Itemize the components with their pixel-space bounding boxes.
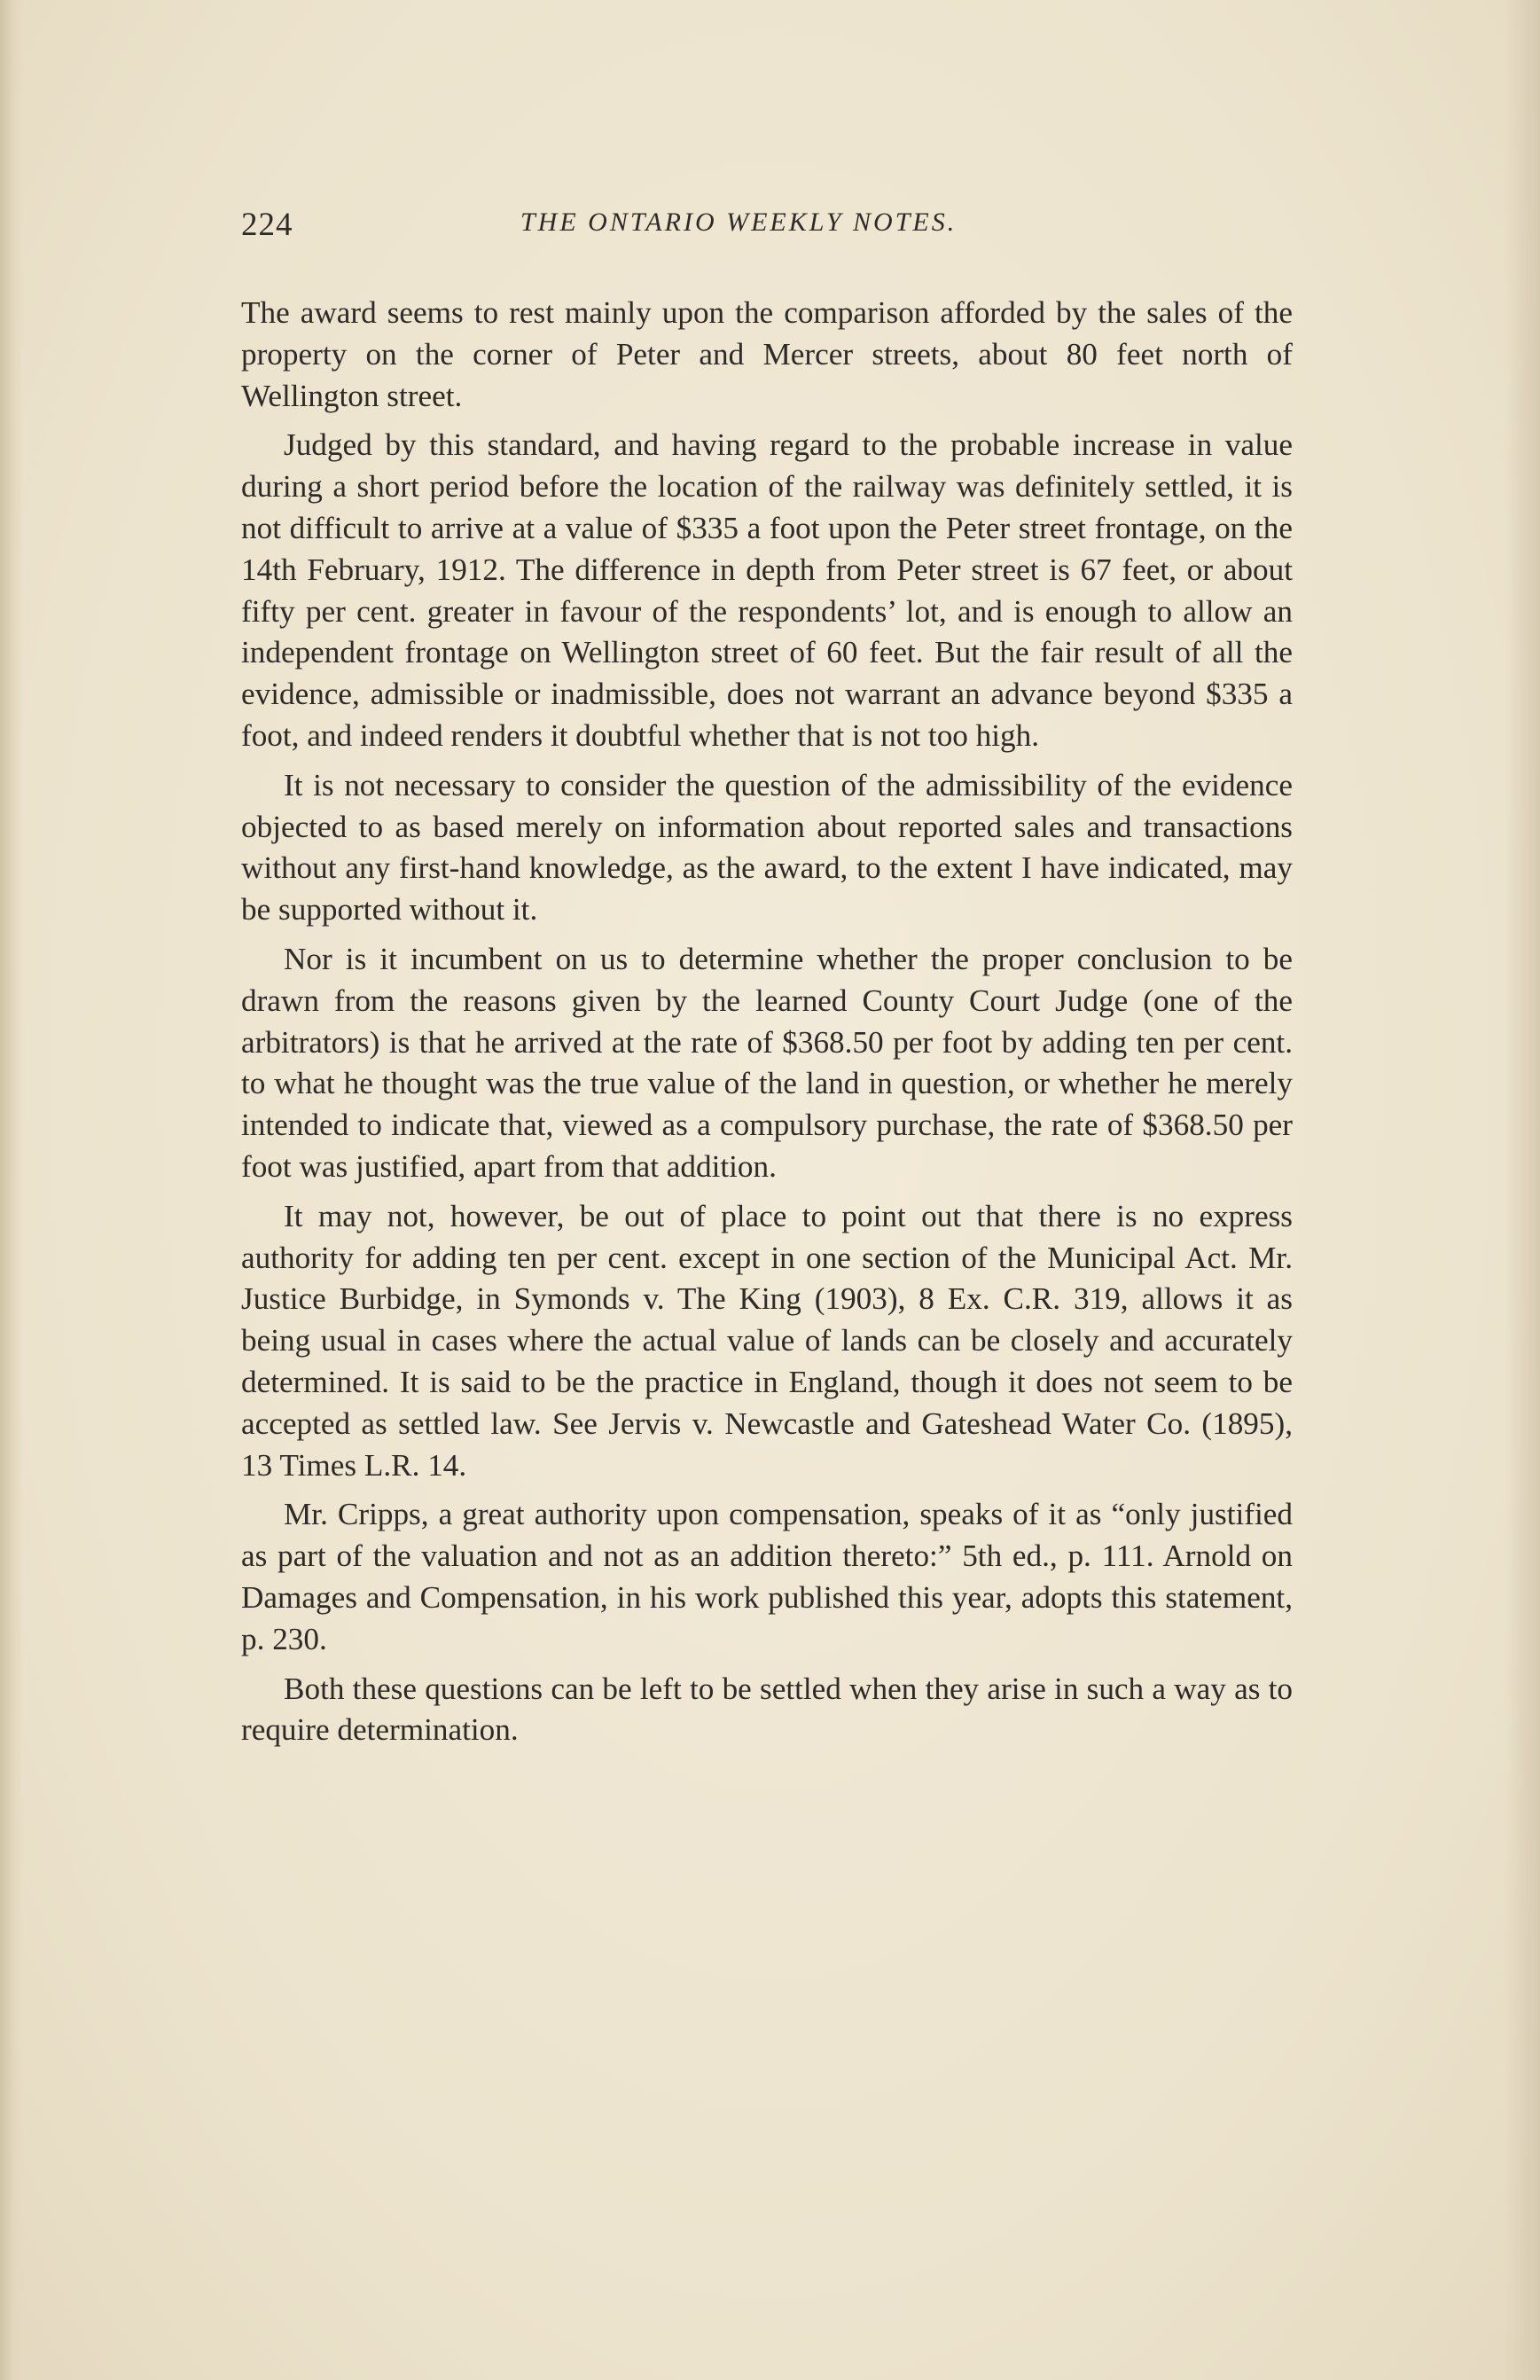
paragraph: Mr. Cripps, a great authority upon compensation, speaks of it as “only justified as part of the valuation and not as an addition thereto:” 5th ed., p. 111. Arnold on Damages and Compensation, in his work published this year, adopts this statement, p. 230. [241, 1497, 1293, 1656]
page-header [241, 206, 1293, 250]
page-edge-shadow [1505, 0, 1540, 2380]
paragraph: Judged by this standard, and having regard to the probable increase in value during a short period before the location of the railway was definitely settled, it is not difficult to arrive at a value of $335 a foot upon the Peter street frontage, on the 14th February, 1912. The difference in depth from Peter street is 67 feet, or about fifty per cent. greater in favour of the respondents’ lot, and is enough to allow an independent frontage on Wellington street of 60 feet. But the fair result of all the evidence, admissible or inadmissible, does not warrant an advance beyond $335 a foot, and indeed renders it doubtful whether that is not too high. [241, 427, 1293, 753]
page-gutter-shadow [0, 0, 23, 2380]
paragraph: The award seems to rest mainly upon the comparison afforded by the sales of the property on the corner of Peter and Mercer streets, about 80 feet north of Wellington street. [241, 295, 1293, 413]
paragraph: It may not, however, be out of place to point out that there is no express authority for adding ten per cent. except in one section of the Municipal Act. Mr. Justice Burbidge, in Symonds v. The King (1903), 8 Ex. C.R. 319, allows it as being usual in cases where the actual value of lands can be closely and accurately determined. It is said to be the practice in England, though it does not seem to be accepted as settled law. See Jervis v. Newcastle and Gateshead Water Co. (1895), 13 Times L.R. 14. [241, 1198, 1293, 1483]
page-number: 224 [241, 207, 293, 243]
body-text [241, 293, 1293, 1759]
paragraph: It is not necessary to consider the question of the admissibility of the evidence objected to as based merely on information about reported sales and transactions without any first-hand knowledge, as the award, to the extent I have indicated, may be supported without it. [241, 767, 1293, 928]
paragraph: Both these questions can be left to be settled when they arise in such a way as to require determination. [241, 1671, 1293, 1748]
running-title: THE ONTARIO WEEKLY NOTES. [520, 207, 958, 237]
paragraph: Nor is it incumbent on us to determine whether the proper conclusion to be drawn from the reasons given by the learned County Court Judge (one of the arbitrators) is that he arrived at the rate of $368.50 per foot by adding ten per cent. to what he thought was the true value of the land in question, or whether he merely intended to indicate that, viewed as a compulsory purchase, the rate of $368.50 per foot was justified, apart from that addition. [241, 941, 1293, 1184]
